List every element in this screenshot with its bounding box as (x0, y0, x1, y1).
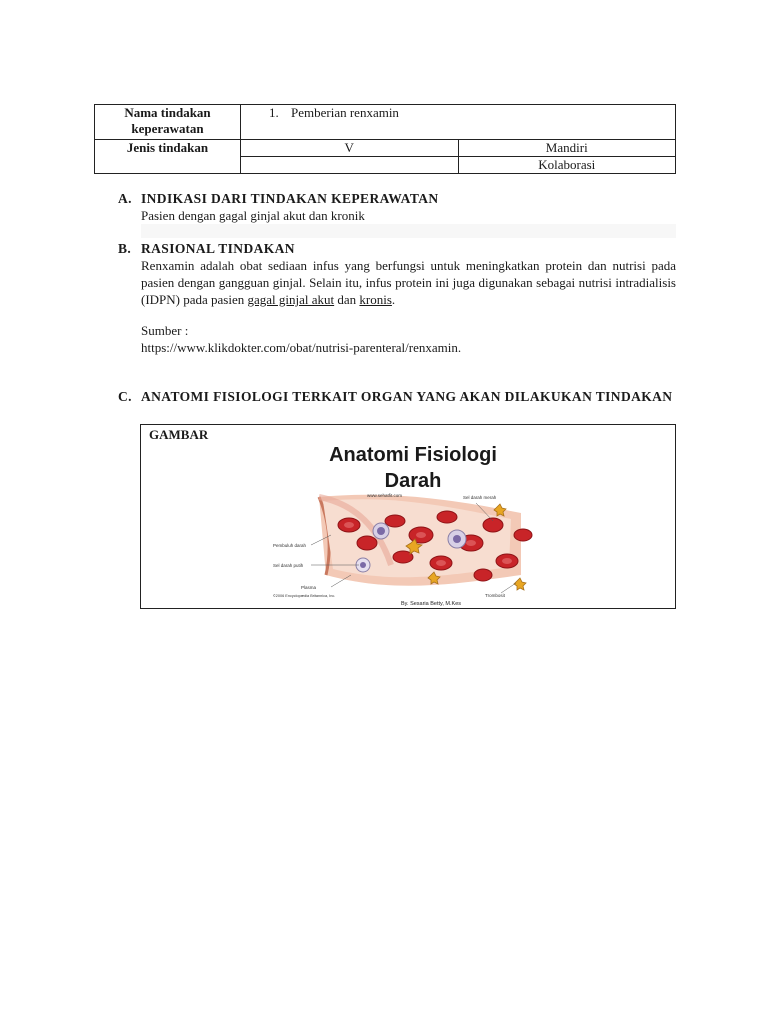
action-type-label: Jenis tindakan (95, 140, 241, 174)
action-name-label: Nama tindakan keperawatan (95, 105, 241, 140)
section-rationale (118, 241, 676, 356)
kolaborasi-option: Kolaborasi (458, 157, 676, 174)
divider-shading (141, 224, 676, 238)
label-plasma: Plasma (301, 585, 317, 590)
image-box-label: GAMBAR (149, 427, 209, 442)
label-platelets: Trombosit (485, 593, 505, 598)
section-b-heading (118, 241, 676, 257)
action-info-table (94, 104, 676, 174)
source-label: Sumber : (141, 323, 189, 338)
action-name-value (241, 105, 676, 140)
section-b-text-2: dan (334, 292, 360, 307)
illustration-copyright: ©2006 Encyclopædia Britannica, Inc. (273, 594, 336, 598)
section-c-letter: C. (118, 389, 132, 404)
section-b-text-1: Renxamin adalah obat sediaan infus yang berfungsi untuk meningkatkan protein dan nutrisi pada pasien dengan gangguan ginjal. Selain itu, infus protein ini juga digunakan sebagai nutrisi intradialisis (IDPN) pada pasien (141, 258, 676, 307)
section-a-text: Pasien dengan gagal ginjal akut dan kronik (141, 208, 365, 223)
link-kronis[interactable]: kronis (359, 292, 392, 307)
kolaborasi-check (241, 157, 459, 174)
label-vessel: Pembuluh darah (273, 543, 307, 548)
mandiri-check: V (241, 140, 459, 157)
mandiri-option: Mandiri (458, 140, 676, 157)
section-a-letter: A. (118, 191, 132, 206)
source-url[interactable]: https://www.klikdokter.com/obat/nutrisi-parenteral/renxamin. (141, 340, 462, 355)
section-b-title: RASIONAL TINDAKAN (141, 241, 295, 256)
section-a-title: INDIKASI DARI TINDAKAN KEPERAWATAN (141, 191, 439, 206)
action-name-text: Pemberian renxamin (291, 105, 399, 120)
illustration-title-1: Anatomi Fisiologi (329, 444, 497, 466)
illustration-title-2: Darah (384, 470, 442, 492)
section-anatomy (118, 389, 676, 405)
image-box (140, 424, 676, 609)
section-a-heading (118, 191, 676, 207)
illustration-author: By. Sesaria Betty, M.Kes (401, 601, 462, 607)
label-red-cells: Sel darah merah (463, 495, 497, 500)
section-c-title: ANATOMI FISIOLOGI TERKAIT ORGAN YANG AKAN DILAKUKAN TINDAKAN (141, 389, 673, 404)
section-indication (118, 191, 676, 224)
section-b-letter: B. (118, 241, 132, 256)
section-c-heading (118, 389, 676, 405)
blood-anatomy-illustration (271, 435, 541, 607)
section-b-text-3: . (391, 292, 396, 307)
section-b-paragraph (141, 257, 676, 308)
link-gagal-ginjal-akut[interactable]: gagal ginjal akut (247, 292, 335, 307)
illustration-website: www.sehatfit.com (367, 493, 403, 498)
label-white-cells: Sel darah putih (273, 563, 304, 568)
list-number: 1. (269, 105, 279, 120)
